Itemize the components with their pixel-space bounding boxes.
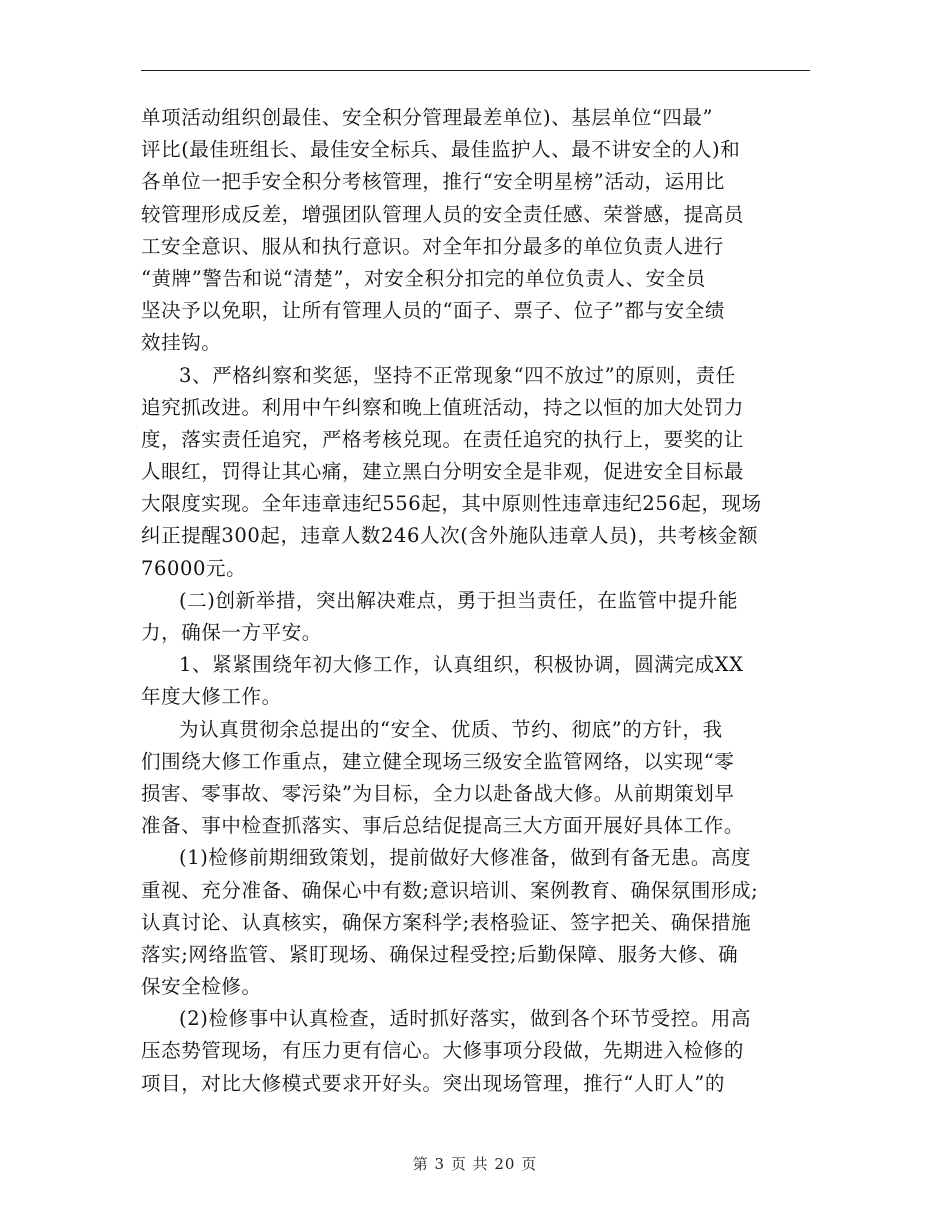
text-line: 纠正提醒300起，违章人数246人次(含外施队违章人员)，共考核金额 bbox=[141, 524, 759, 548]
text-line: 度，落实责任追究，严格考核兑现。在责任追究的执行上，要奖的让 bbox=[141, 427, 745, 451]
text-line: 工安全意识、服从和执行意识。对全年扣分最多的单位负责人进行 bbox=[141, 234, 724, 258]
text-line: 压态势管现场，有压力更有信心。大修事项分段做，先期进入检修的 bbox=[141, 1039, 745, 1063]
text-line: 76000元。 bbox=[141, 556, 247, 580]
text-line: 保安全检修。 bbox=[141, 975, 262, 999]
page-number-footer: 第 3 页 共 20 页 bbox=[412, 1155, 538, 1173]
paragraph-start-line: (2)检修事中认真检查，适时抓好落实，做到各个环节受控。用高 bbox=[179, 1007, 752, 1031]
text-line: 落实;网络监管、紧盯现场、确保过程受控;后勤保障、服务大修、确 bbox=[141, 942, 739, 966]
text-line: 认真讨论、认真核实，确保方案科学;表格验证、签字把关、确保措施 bbox=[141, 910, 752, 934]
text-line: 单项活动组织创最佳、安全积分管理最差单位)、基层单位“四最” bbox=[141, 106, 714, 129]
header-rule bbox=[141, 70, 810, 71]
paragraph-start-line: (1)检修前期细致策划，提前做好大修准备，做到有备无患。高度 bbox=[179, 846, 752, 870]
paragraph-start-line: 3、严格纠察和奖惩，坚持不正常现象“四不放过”的原则，责任 bbox=[179, 363, 736, 387]
section-heading-line: (二)创新举措，突出解决难点，勇于担当责任，在监管中提升能 bbox=[179, 588, 739, 612]
text-line: 较管理形成反差，增强团队管理人员的安全责任感、荣誉感，提高员 bbox=[141, 202, 745, 226]
text-line: 各单位一把手安全积分考核管理，推行“安全明星榜”活动，运用比 bbox=[141, 170, 725, 194]
subheading-line: 1、紧紧围绕年初大修工作，认真组织，积极协调，圆满完成XX bbox=[179, 653, 744, 677]
paragraph-start-line: 为认真贯彻余总提出的“安全、优质、节约、彻底”的方针，我 bbox=[179, 717, 723, 741]
text-line: 大限度实现。全年违章违纪556起，其中原则性违章违纪256起，现场 bbox=[141, 492, 762, 516]
text-line: 准备、事中检查抓落实、事后总结促提高三大方面开展好具体工作。 bbox=[141, 814, 745, 838]
text-line: 损害、零事故、零污染”为目标，全力以赴备战大修。从前期策划早 bbox=[141, 781, 735, 805]
text-line: 年度大修工作。 bbox=[141, 685, 282, 709]
text-line: “黄牌”警告和说“清楚”，对安全积分扣完的单位负责人、安全员 bbox=[141, 266, 706, 290]
text-line: 重视、充分准备、确保心中有数;意识培训、案例教育、确保氛围形成; bbox=[141, 878, 759, 902]
text-line: 人眼红，罚得让其心痛，建立黑白分明安全是非观，促进安全目标最 bbox=[141, 460, 745, 484]
document-body bbox=[141, 102, 810, 1100]
text-line: 追究抓改进。利用中午纠察和晚上值班活动，持之以恒的加大处罚力 bbox=[141, 395, 745, 419]
text-line: 力，确保一方平安。 bbox=[141, 621, 322, 644]
text-line: 们围绕大修工作重点，建立健全现场三级安全监管网络，以实现“零 bbox=[141, 749, 735, 773]
text-line: 评比(最佳班组长、最佳安全标兵、最佳监护人、最不讲安全的人)和 bbox=[141, 138, 741, 162]
text-line: 效挂钩。 bbox=[141, 331, 222, 355]
text-line: 坚决予以免职，让所有管理人员的“面子、票子、位子”都与安全绩 bbox=[141, 299, 725, 323]
text-line: 项目，对比大修模式要求开好头。突出现场管理，推行“人盯人”的 bbox=[141, 1071, 725, 1095]
